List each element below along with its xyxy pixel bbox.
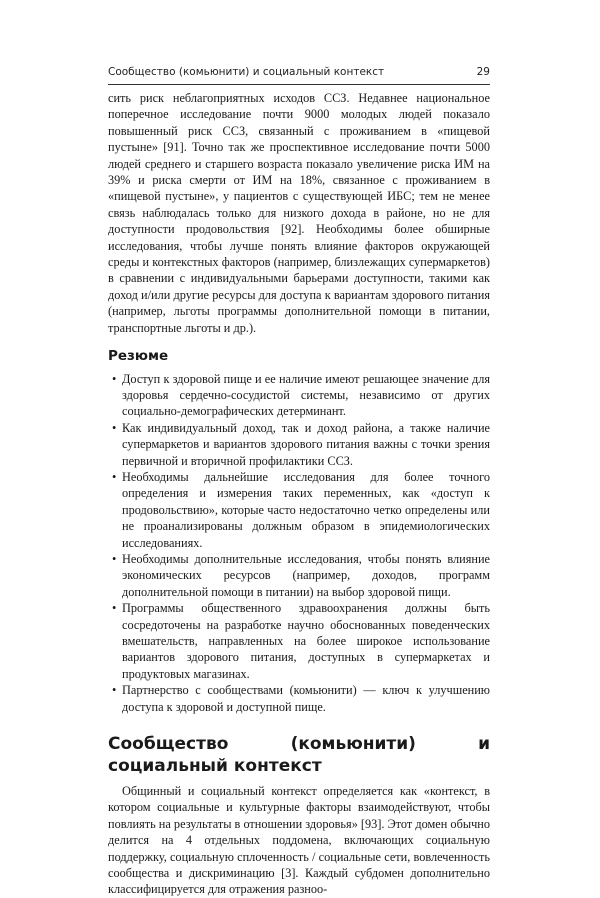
running-head-title: Сообщество (комьюнити) и социальный контекст — [108, 66, 385, 78]
list-item: • Как индивидуальный доход, так и доход района, а также наличие супермаркетов и вариантов здорового питания важны с точки зрения первичной и вторичной профилактики ССЗ. — [108, 420, 490, 469]
page-body — [108, 90, 490, 898]
list-item: • Партнерство с сообществами (комьюнити) — ключ к улучшению доступа к здоровой и доступной пище. — [108, 682, 490, 715]
list-item: • Необходимы дальнейшие исследования для более точного определения и измерения таких переменных, как «доступ к продовольствию», которые часто недостаточно четко определены или не проанализированы должным образом в эпидемиологических исследованиях. — [108, 469, 490, 551]
intro-paragraph: сить риск неблагоприятных исходов ССЗ. Недавнее национальное поперечное исследование почти 9000 молодых людей показало повышенный риск ССЗ, связанный с проживанием в «пищевой пустыне» [91]. Точно так же проспективное исследование почти 5000 людей среднего и старшего возраста показало увеличение риска ИМ на 39% и риска смерти от ИМ на 18%, связанное с проживанием в «пищевой пустыне», у пациентов с существующей ИБС; тем не менее связь наблюдалась только для низкого дохода в районе, но не для доступности продовольствия [92]. Необходимы более обширные исследования, чтобы лучше понять влияние факторов окружающей среды и контекстных факторов (например, близлежащих супермаркетов) в сравнении с индивидуальными барьерами доступности, такими как доход и/или другие ресурсы для доступа к вариантам здорового питания (например, льготы программы дополнительной помощи в питании, транспортные льготы и др.). — [108, 91, 490, 335]
list-item: • Доступ к здоровой пище и ее наличие имеют решающее значение для здоровья сердечно-сосудистой системы, независимо от других социально-демографических детерминант. — [108, 371, 490, 420]
resume-heading: Резюме — [108, 348, 169, 365]
section-paragraph: Общинный и социальный контекст определяется как «контекст, в котором социальные и культурные факторы взаимодействуют, чтобы повлиять на результаты в отношении здоровья» [93]. Этот домен обычно делится на 4 отдельных поддомена, включающих социальную поддержку, социальную сплоченность / социальные сети, вовлеченность сообщества и дискриминацию [3]. Каждый субдомен дополнительно классифицируется для отражения разноо- — [108, 784, 490, 897]
running-head — [108, 66, 490, 78]
header-rule — [108, 84, 490, 85]
section-heading: Сообщество (комьюнити) и социальный контекст — [108, 734, 490, 777]
list-item: • Необходимы дополнительные исследования, чтобы понять влияние экономических ресурсов (например, доходов, программ дополнительной помощи в питании) на выбор здоровой пищи. — [108, 551, 490, 600]
page-number: 29 — [476, 66, 490, 78]
resume-list — [108, 371, 490, 716]
list-item: • Программы общественного здравоохранения должны быть сосредоточены на разработке научно обоснованных поведенческих вмешательств, направленных на более широкое использование вариантов здорового питания, доступных в супермаркетах и продуктовых магазинах. — [108, 600, 490, 682]
